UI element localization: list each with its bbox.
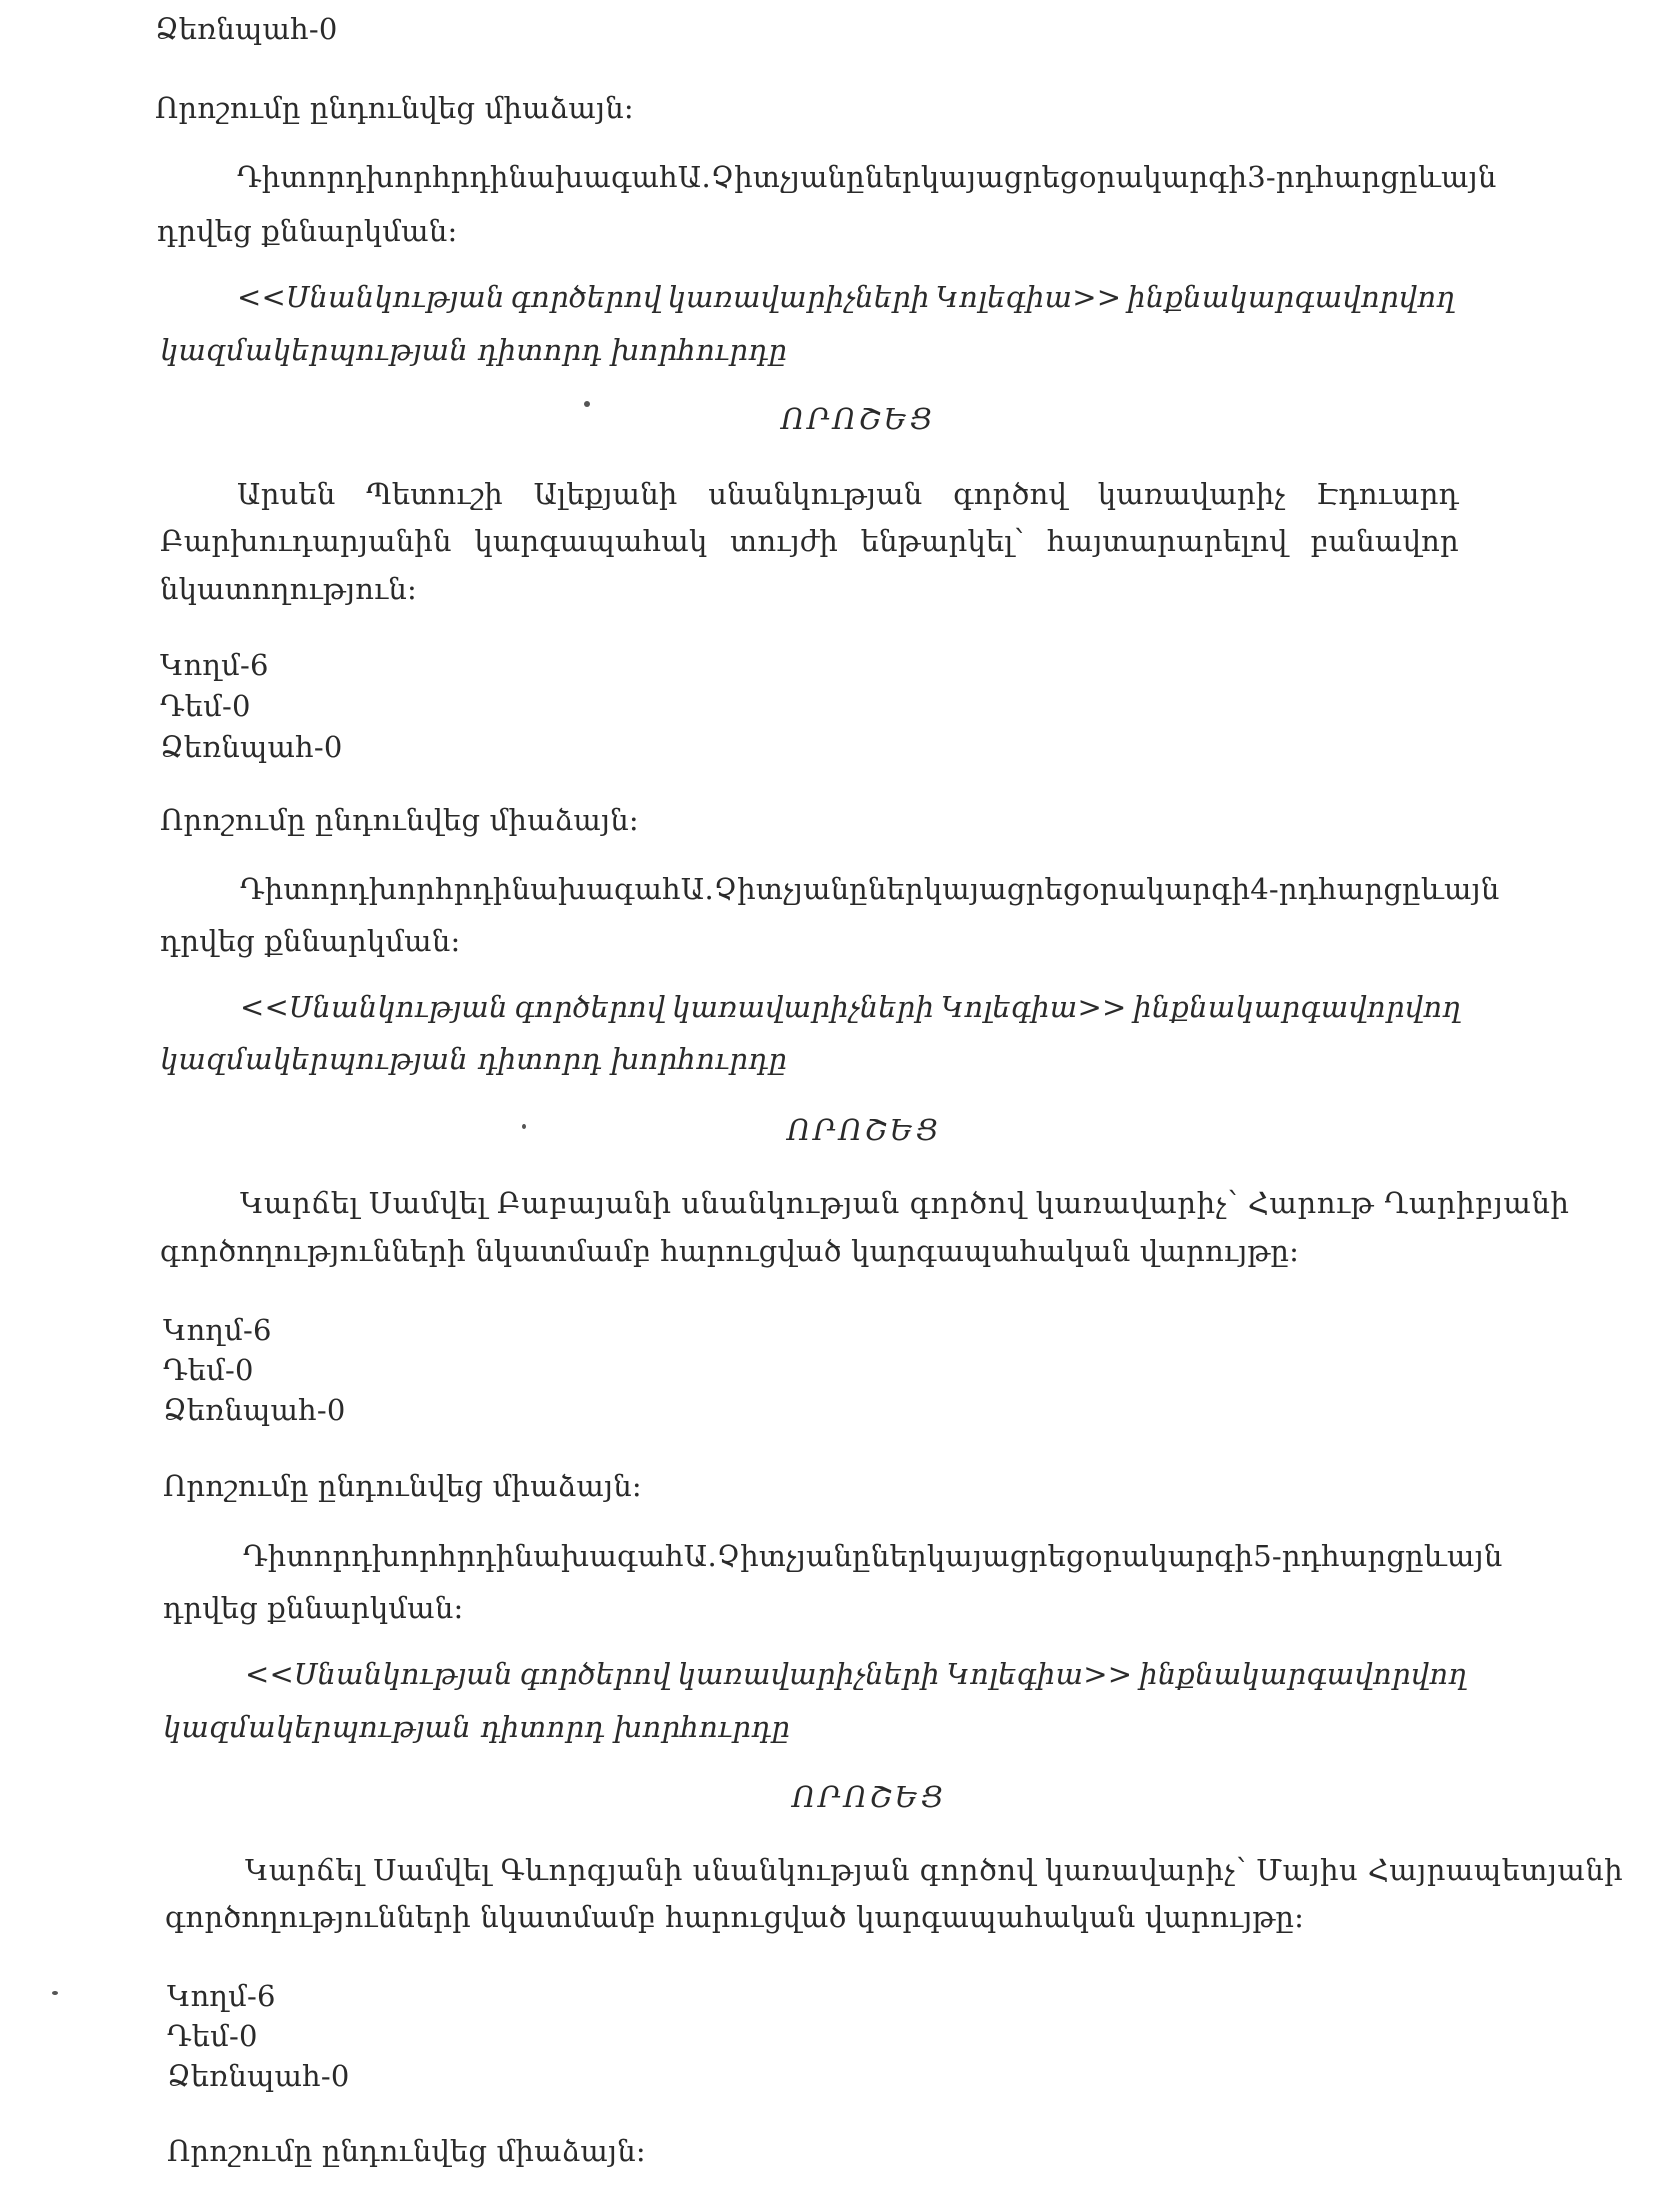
word: տույժի bbox=[730, 524, 838, 558]
word: գործով bbox=[953, 477, 1067, 511]
decision-unanimous-line: Որոշումը ընդունվեց միաձայն: bbox=[167, 2134, 646, 2168]
word: օրակարգի bbox=[1084, 1539, 1254, 1573]
word: 4-րդ bbox=[1250, 872, 1319, 906]
agenda-item-3-paragraph-end: դրվեց քննարկման: bbox=[157, 214, 458, 248]
word: <<Սնանկության bbox=[237, 280, 505, 314]
word: Դիտորդ bbox=[243, 1539, 372, 1573]
agenda-item-4-paragraph bbox=[240, 869, 1500, 909]
word: օրակարգի bbox=[1081, 872, 1251, 906]
vote-for: Կողմ-6 bbox=[167, 1979, 276, 2013]
vote-against: Դեմ-0 bbox=[163, 1353, 254, 1387]
board-quote-1-end: կազմակերպության դիտորդ խորհուրդը bbox=[160, 333, 788, 367]
word: Էդուարդ bbox=[1316, 477, 1459, 511]
decision-unanimous-line: Որոշումը ընդունվեց միաձայն: bbox=[163, 1469, 642, 1503]
decision-1-text-line-1 bbox=[237, 474, 1459, 514]
board-quote-1 bbox=[237, 277, 1455, 317]
decision-1-text-line-2 bbox=[160, 521, 1459, 561]
decision-3-text-line-2: գործողությունների նկատմամբ հարուցված կարգապահական վարույթը: bbox=[165, 1900, 1305, 1934]
word: այն bbox=[1446, 1539, 1503, 1573]
word: Ալեքյանի bbox=[533, 477, 678, 511]
word: Ա.Չիտչյանը bbox=[683, 1539, 871, 1573]
word: սնանկության bbox=[708, 477, 923, 511]
word: օրակարգի bbox=[1078, 160, 1248, 194]
word: բանավոր bbox=[1310, 524, 1459, 558]
scan-speck bbox=[522, 1124, 526, 1129]
decision-2-text-line-1: Կարճել Սամվել Բաբայանի սնանկության գործով կառավարիչ՝ Հարութ Ղարիբյանի bbox=[240, 1186, 1570, 1220]
word: Բարխուդարյանին bbox=[160, 524, 452, 558]
word: նախագահ bbox=[511, 872, 681, 906]
word: Ա.Չիտչյանը bbox=[680, 872, 868, 906]
word: կառավարիչ bbox=[1097, 477, 1286, 511]
agenda-item-5-paragraph-end: դրվեց քննարկման: bbox=[163, 1591, 464, 1625]
word: <<Սնանկության bbox=[245, 1657, 513, 1691]
board-quote-3 bbox=[245, 1654, 1467, 1694]
decision-unanimous-line: Որոշումը ընդունվեց միաձայն: bbox=[160, 803, 639, 837]
vote-against: Դեմ-0 bbox=[160, 689, 251, 723]
word: և bbox=[1417, 160, 1441, 194]
vote-for: Կողմ-6 bbox=[163, 1313, 272, 1347]
decision-2-text-line-2: գործողությունների նկատմամբ հարուցված կարգապահական վարույթը: bbox=[160, 1234, 1300, 1268]
word: Արսեն bbox=[237, 477, 336, 511]
word: 5-րդ bbox=[1253, 1539, 1322, 1573]
word: գործերով bbox=[514, 990, 666, 1024]
word: այն bbox=[1440, 160, 1497, 194]
word: հարցը bbox=[1315, 160, 1418, 194]
board-quote-2-end: կազմակերպության դիտորդ խորհուրդը bbox=[160, 1042, 788, 1076]
decision-heading-2: ՈՐՈՇԵՑ bbox=[787, 1113, 941, 1147]
vote-abstain: Ձեռնպահ-0 bbox=[160, 730, 343, 764]
word: ենթարկել՝ bbox=[860, 524, 1025, 558]
agenda-item-3-paragraph bbox=[237, 157, 1497, 197]
word: հարցը bbox=[1321, 1539, 1424, 1573]
word: Ա.Չիտչյանը bbox=[677, 160, 865, 194]
board-quote-3-end: կազմակերպության դիտորդ խորհուրդը bbox=[163, 1710, 791, 1744]
word: կառավարիչների bbox=[672, 990, 935, 1024]
decision-3-text-line-1: Կարճել Սամվել Գևորգյանի սնանկության գործով կառավարիչ՝ Մայիս Հայրապետյանի bbox=[245, 1853, 1624, 1887]
word: խորհրդի bbox=[371, 1539, 515, 1573]
word: հարցը bbox=[1318, 872, 1421, 906]
word: խորհրդի bbox=[365, 160, 509, 194]
word: նախագահ bbox=[514, 1539, 684, 1573]
vote-abstain-line: Ձեռնպահ-0 bbox=[155, 12, 338, 46]
word: կառավարիչների bbox=[667, 280, 930, 314]
word: ինքնակարգավորվող bbox=[1127, 280, 1455, 314]
word: Դիտորդ bbox=[240, 872, 369, 906]
agenda-item-5-paragraph bbox=[243, 1536, 1503, 1576]
word: ներկայացրեց bbox=[870, 1539, 1085, 1573]
word: կառավարիչների bbox=[677, 1657, 940, 1691]
word: այն bbox=[1443, 872, 1500, 906]
word: գործերով bbox=[510, 280, 662, 314]
decision-unanimous-line: Որոշումը ընդունվեց միաձայն: bbox=[155, 91, 634, 125]
word: <<Սնանկության bbox=[240, 990, 508, 1024]
word: կարգապահակ bbox=[474, 524, 708, 558]
decision-heading-1: ՈՐՈՇԵՑ bbox=[781, 402, 935, 436]
word: ներկայացրեց bbox=[864, 160, 1079, 194]
vote-abstain: Ձեռնպահ-0 bbox=[163, 1393, 346, 1427]
word: գործերով bbox=[519, 1657, 671, 1691]
scan-speck bbox=[584, 401, 590, 407]
word: նախագահ bbox=[508, 160, 678, 194]
word: 3-րդ bbox=[1247, 160, 1316, 194]
word: և bbox=[1420, 872, 1444, 906]
word: ինքնակարգավորվող bbox=[1139, 1657, 1467, 1691]
word: Պետուշի bbox=[366, 477, 503, 511]
word: հայտարարելով bbox=[1046, 524, 1288, 558]
word: Դիտորդ bbox=[237, 160, 366, 194]
word: Կոլեգիա>> bbox=[946, 1657, 1133, 1691]
vote-against: Դեմ-0 bbox=[167, 2019, 258, 2053]
vote-abstain: Ձեռնպահ-0 bbox=[167, 2059, 350, 2093]
word: Կոլեգիա>> bbox=[935, 280, 1122, 314]
word: Կոլեգիա>> bbox=[940, 990, 1127, 1024]
decision-1-text-line-3: նկատողություն: bbox=[160, 572, 417, 606]
scan-speck bbox=[52, 1991, 58, 1995]
agenda-item-4-paragraph-end: դրվեց քննարկման: bbox=[160, 924, 461, 958]
word: ինքնակարգավորվող bbox=[1133, 990, 1461, 1024]
word: և bbox=[1423, 1539, 1447, 1573]
word: ներկայացրեց bbox=[867, 872, 1082, 906]
board-quote-2 bbox=[240, 987, 1461, 1027]
word: խորհրդի bbox=[368, 872, 512, 906]
vote-for: Կողմ-6 bbox=[160, 648, 269, 682]
decision-heading-3: ՈՐՈՇԵՑ bbox=[792, 1780, 946, 1814]
